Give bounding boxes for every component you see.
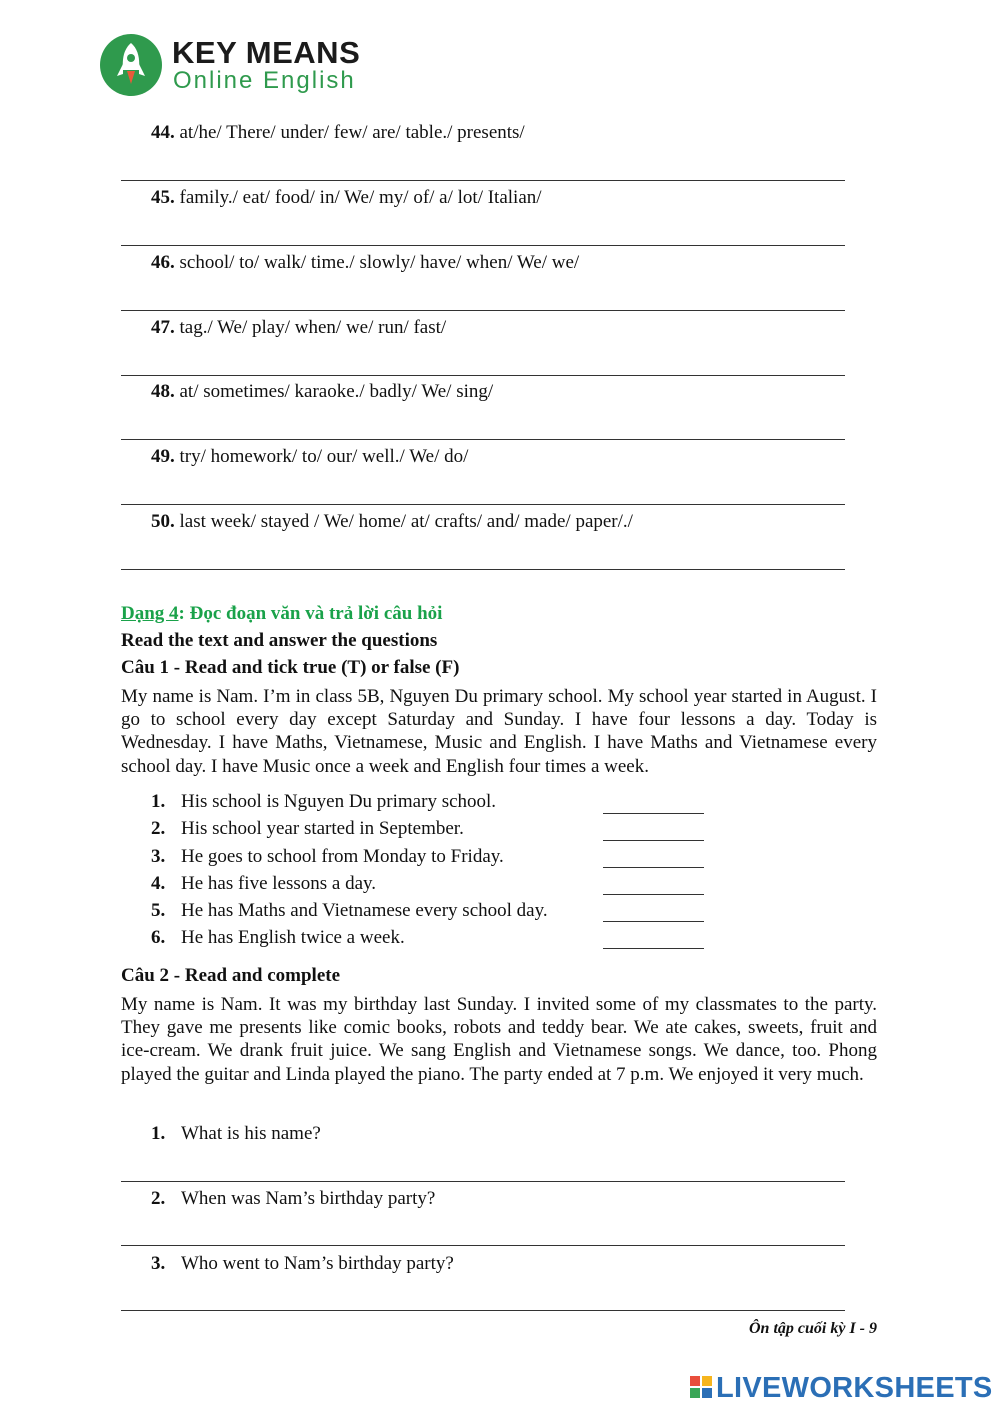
cau1-heading: Câu 1 - Read and tick true (T) or false (F) xyxy=(121,657,460,678)
question-45 xyxy=(151,187,542,209)
brand-logo xyxy=(100,34,400,96)
question-text: school/ to/ walk/ time./ slowly/ have/ when/ We/ we/ xyxy=(179,252,580,273)
tf-blank-3[interactable] xyxy=(603,867,704,868)
item-text: Who went to Nam’s birthday party? xyxy=(181,1253,454,1274)
question-text: try/ homework/ to/ our/ well./ We/ do/ xyxy=(179,446,469,467)
item-number: 1. xyxy=(151,1123,166,1144)
question-44 xyxy=(151,122,525,144)
answer-line-q3[interactable] xyxy=(121,1310,845,1311)
item-text: His school year started in September. xyxy=(181,818,464,839)
cau1-passage: My name is Nam. I’m in class 5B, Nguyen Du primary school. My school year started in August. I go to school every day except Saturday and Sunday. I have four lessons a day. Today is Wednesday. I have Maths, Vietnamese, Music and English. I have Maths and Vietnamese every school day. I have Music once a week and English four times a week. xyxy=(121,686,877,777)
question-number: 46. xyxy=(151,252,175,273)
tf-item-3 xyxy=(151,846,504,868)
tf-item-4 xyxy=(151,873,376,895)
item-text: He goes to school from Monday to Friday. xyxy=(181,846,504,867)
question-text: tag./ We/ play/ when/ we/ run/ fast/ xyxy=(179,317,447,338)
item-text: His school is Nguyen Du primary school. xyxy=(181,791,497,812)
liveworksheets-icon xyxy=(690,1376,712,1398)
tf-blank-1[interactable] xyxy=(603,813,704,814)
question-text: at/ sometimes/ karaoke./ badly/ We/ sing/ xyxy=(179,381,494,402)
answer-line-45[interactable] xyxy=(121,245,845,246)
question-number: 50. xyxy=(151,511,175,532)
item-number: 3. xyxy=(151,846,166,867)
question-number: 48. xyxy=(151,381,175,402)
item-text: He has English twice a week. xyxy=(181,927,405,948)
item-number: 2. xyxy=(151,818,166,839)
item-text: He has Maths and Vietnamese every school day. xyxy=(181,900,548,921)
tf-blank-5[interactable] xyxy=(603,921,704,922)
tf-blank-2[interactable] xyxy=(603,840,704,841)
item-text: When was Nam’s birthday party? xyxy=(181,1188,436,1209)
tf-item-1 xyxy=(151,791,496,813)
item-text: He has five lessons a day. xyxy=(181,873,377,894)
tf-item-5 xyxy=(151,900,548,922)
answer-line-46[interactable] xyxy=(121,310,845,311)
question-text: last week/ stayed / We/ home/ at/ crafts/ and/ made/ paper/./ xyxy=(179,511,633,532)
section-label-rest: : Đọc đoạn văn và trả lời câu hỏi xyxy=(178,603,443,624)
question-number: 45. xyxy=(151,187,175,208)
answer-line-47[interactable] xyxy=(121,375,845,376)
cau2-heading: Câu 2 - Read and complete xyxy=(121,965,341,986)
question-50 xyxy=(151,511,633,533)
question-text: at/he/ There/ under/ few/ are/ table./ presents/ xyxy=(179,122,525,143)
brand-title: KEY MEANS xyxy=(172,35,361,70)
answer-line-50[interactable] xyxy=(121,569,845,570)
rocket-icon xyxy=(100,34,162,96)
tf-blank-6[interactable] xyxy=(603,948,704,949)
item-number: 2. xyxy=(151,1188,166,1209)
section-title xyxy=(121,603,442,625)
item-text: What is his name? xyxy=(181,1123,321,1144)
liveworksheets-text: LIVEWORKSHEETS xyxy=(716,1372,993,1404)
section-instruction: Read the text and answer the questions xyxy=(121,630,438,651)
answer-line-q1[interactable] xyxy=(121,1181,845,1182)
tf-blank-4[interactable] xyxy=(603,894,704,895)
question-46 xyxy=(151,252,579,274)
item-number: 4. xyxy=(151,873,166,894)
question-number: 47. xyxy=(151,317,175,338)
question-49 xyxy=(151,446,468,468)
brand-subtitle: Online English xyxy=(173,67,356,94)
cau2-passage: My name is Nam. It was my birthday last Sunday. I invited some of my classmates to the party. They gave me presents like comic books, robots and teddy bear. We ate cakes, sweets, fruit and ice-cream. We drank fruit juice. We sang English and Vietnamese songs. We dance, too. Phong played the guitar and Linda played the piano. The party ended at 7 p.m. We enjoyed it very much. xyxy=(121,994,877,1085)
liveworksheets-watermark xyxy=(690,1372,993,1404)
tf-item-2 xyxy=(151,818,464,840)
item-number: 1. xyxy=(151,791,166,812)
item-number: 6. xyxy=(151,927,166,948)
page-footer: Ôn tập cuối kỳ I - 9 xyxy=(749,1320,877,1337)
question-48 xyxy=(151,381,493,403)
question-number: 44. xyxy=(151,122,175,143)
comprehension-question-3 xyxy=(151,1253,454,1275)
item-number: 3. xyxy=(151,1253,166,1274)
question-47 xyxy=(151,317,446,339)
tf-item-6 xyxy=(151,927,405,949)
section-label: Dạng 4 xyxy=(121,603,179,624)
answer-line-q2[interactable] xyxy=(121,1245,845,1246)
answer-line-48[interactable] xyxy=(121,439,845,440)
comprehension-question-1 xyxy=(151,1123,321,1145)
answer-line-49[interactable] xyxy=(121,504,845,505)
item-number: 5. xyxy=(151,900,166,921)
answer-line-44[interactable] xyxy=(121,180,845,181)
question-text: family./ eat/ food/ in/ We/ my/ of/ a/ lot/ Italian/ xyxy=(179,187,542,208)
comprehension-question-2 xyxy=(151,1188,435,1210)
question-number: 49. xyxy=(151,446,175,467)
